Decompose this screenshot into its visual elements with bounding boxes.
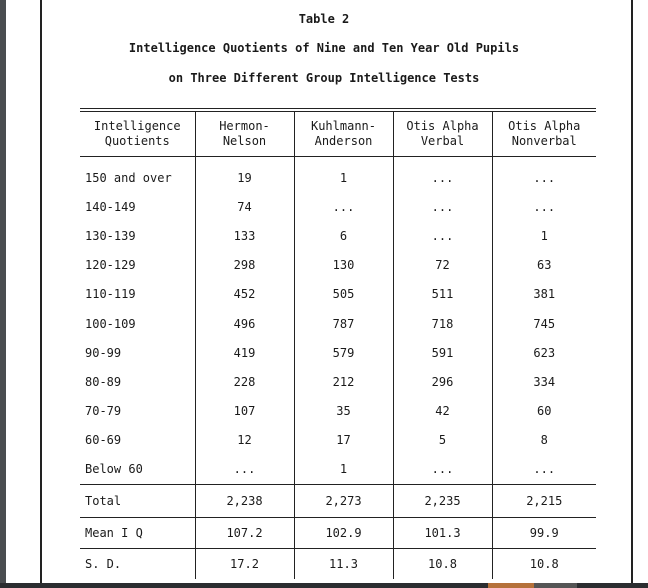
- table-number: Table 2: [298, 12, 350, 26]
- header-text: Hermon-: [219, 119, 270, 133]
- row-label: 60-69: [85, 433, 122, 448]
- table-cell: 2,273: [294, 485, 393, 518]
- table-cell: 505: [294, 280, 393, 309]
- table-cell: 99.9: [492, 518, 596, 549]
- row-label: 150 and over: [85, 170, 172, 185]
- row-label: 80-89: [85, 374, 122, 389]
- table-cell: 101.3: [393, 518, 492, 549]
- table-cell: ...: [492, 455, 596, 485]
- header-hermon-nelson: [195, 112, 294, 157]
- table-cell: 496: [195, 309, 294, 338]
- row-label: 120-129: [85, 258, 136, 273]
- table-cell: 19: [195, 157, 294, 193]
- table-row: [80, 367, 596, 396]
- header-otis-verbal: [393, 112, 492, 157]
- table-cell: ...: [393, 455, 492, 485]
- header-text: Kuhlmann-: [310, 119, 377, 133]
- header-text: Intelligence: [93, 119, 181, 133]
- table-cell: 10.8: [492, 549, 596, 580]
- table-cell: 623: [492, 338, 596, 367]
- header-kuhlmann-anderson: [294, 112, 393, 157]
- header-text: Quotients: [104, 134, 170, 148]
- table-cell: 718: [393, 309, 492, 338]
- table-cell: 298: [195, 251, 294, 280]
- table-cell: 2,238: [195, 485, 294, 518]
- sd-row: [80, 549, 596, 580]
- table-cell: 787: [294, 309, 393, 338]
- table-title-line-2: on Three Different Group Intelligence Tests: [168, 71, 480, 85]
- table-cell: 1: [492, 221, 596, 250]
- row-label: 100-109: [85, 316, 136, 331]
- table-cell: 107: [195, 397, 294, 426]
- row-label: S. D.: [85, 557, 122, 572]
- table-row: [80, 157, 596, 193]
- header-text: Verbal: [420, 134, 465, 148]
- table-row: [80, 309, 596, 338]
- table-cell: 745: [492, 309, 596, 338]
- table-cell: 12: [195, 426, 294, 455]
- table-cell: 2,215: [492, 485, 596, 518]
- table-cell: ...: [195, 455, 294, 485]
- row-label: 130-139: [85, 228, 136, 243]
- table-cell: 17.2: [195, 549, 294, 580]
- table-cell: 60: [492, 397, 596, 426]
- table-row: [80, 338, 596, 367]
- bottom-bar-segment: [534, 583, 577, 588]
- table-cell: 10.8: [393, 549, 492, 580]
- page-border-left: [40, 0, 42, 584]
- table-row: [80, 192, 596, 221]
- table-cell: 296: [393, 367, 492, 396]
- table-cell: 42: [393, 397, 492, 426]
- table-cell: 8: [492, 426, 596, 455]
- table-cell: ...: [393, 157, 492, 193]
- table-row: [80, 251, 596, 280]
- table-cell: ...: [393, 192, 492, 221]
- iq-table-container: [80, 108, 596, 579]
- row-label: 70-79: [85, 404, 122, 419]
- header-text: Otis Alpha: [508, 119, 581, 133]
- table-row: [80, 426, 596, 455]
- table-cell: 212: [294, 367, 393, 396]
- table-cell: 17: [294, 426, 393, 455]
- header-otis-nonverbal: [492, 112, 596, 157]
- table-cell: 228: [195, 367, 294, 396]
- table-row: [80, 455, 596, 485]
- table-cell: 74: [195, 192, 294, 221]
- table-title-line-1: Intelligence Quotients of Nine and Ten Year Old Pupils: [128, 41, 520, 55]
- table-row: [80, 221, 596, 250]
- table-cell: 35: [294, 397, 393, 426]
- table-cell: ...: [294, 192, 393, 221]
- header-iq: [80, 112, 195, 157]
- mean-row: [80, 518, 596, 549]
- page-border-right: [631, 0, 633, 584]
- row-label: Below 60: [85, 462, 143, 477]
- table-cell: 1: [294, 157, 393, 193]
- table-cell: 11.3: [294, 549, 393, 580]
- row-label: 90-99: [85, 345, 122, 360]
- table-cell: 579: [294, 338, 393, 367]
- row-label: 140-149: [85, 199, 136, 214]
- header-text: Otis Alpha: [406, 119, 479, 133]
- table-cell: 63: [492, 251, 596, 280]
- table-cell: 419: [195, 338, 294, 367]
- row-label: Total: [80, 485, 195, 518]
- table-cell: 6: [294, 221, 393, 250]
- table-cell: 107.2: [195, 518, 294, 549]
- table-cell: 1: [294, 455, 393, 485]
- header-row: [80, 112, 596, 157]
- table-cell: 591: [393, 338, 492, 367]
- table-cell: 72: [393, 251, 492, 280]
- table-cell: 381: [492, 280, 596, 309]
- header-text: Nelson: [222, 134, 267, 148]
- table-cell: 102.9: [294, 518, 393, 549]
- table-row: [80, 397, 596, 426]
- table-cell: ...: [393, 221, 492, 250]
- header-text: Anderson: [314, 134, 373, 148]
- total-row: [80, 485, 596, 518]
- table-cell: 2,235: [393, 485, 492, 518]
- row-label: Mean I Q: [80, 518, 195, 549]
- iq-table: [80, 112, 596, 579]
- table-cell: 133: [195, 221, 294, 250]
- viewer-left-edge: [0, 0, 6, 584]
- table-cell: 334: [492, 367, 596, 396]
- table-cell: 5: [393, 426, 492, 455]
- table-cell: ...: [492, 192, 596, 221]
- bottom-bar-highlight: [488, 583, 534, 588]
- header-text: Nonverbal: [511, 134, 577, 148]
- table-cell: 130: [294, 251, 393, 280]
- row-label: 110-119: [85, 287, 136, 302]
- viewer-bottom-bar: [0, 583, 648, 588]
- table-cell: 452: [195, 280, 294, 309]
- table-cell: ...: [492, 157, 596, 193]
- table-row: [80, 280, 596, 309]
- table-cell: 511: [393, 280, 492, 309]
